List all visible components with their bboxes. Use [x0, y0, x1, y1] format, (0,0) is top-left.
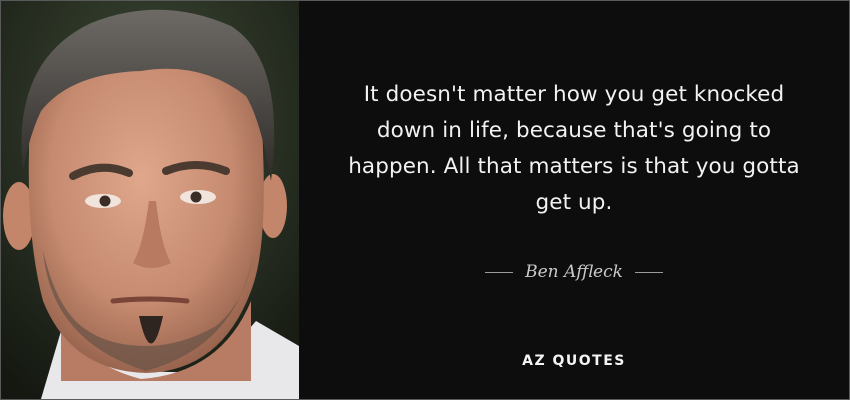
right-dash: [635, 272, 663, 273]
left-dash: [485, 272, 513, 273]
author-portrait: [1, 1, 299, 399]
quote-text: It doesn't matter how you get knocked down in life, because that's going to happen. All that matters is that you gotta get up.: [348, 82, 800, 215]
quote-area: [299, 1, 849, 399]
author-row: [299, 257, 849, 287]
author-name[interactable]: Ben Affleck: [525, 262, 623, 282]
brand-logo[interactable]: AZ QUOTES: [522, 353, 626, 369]
